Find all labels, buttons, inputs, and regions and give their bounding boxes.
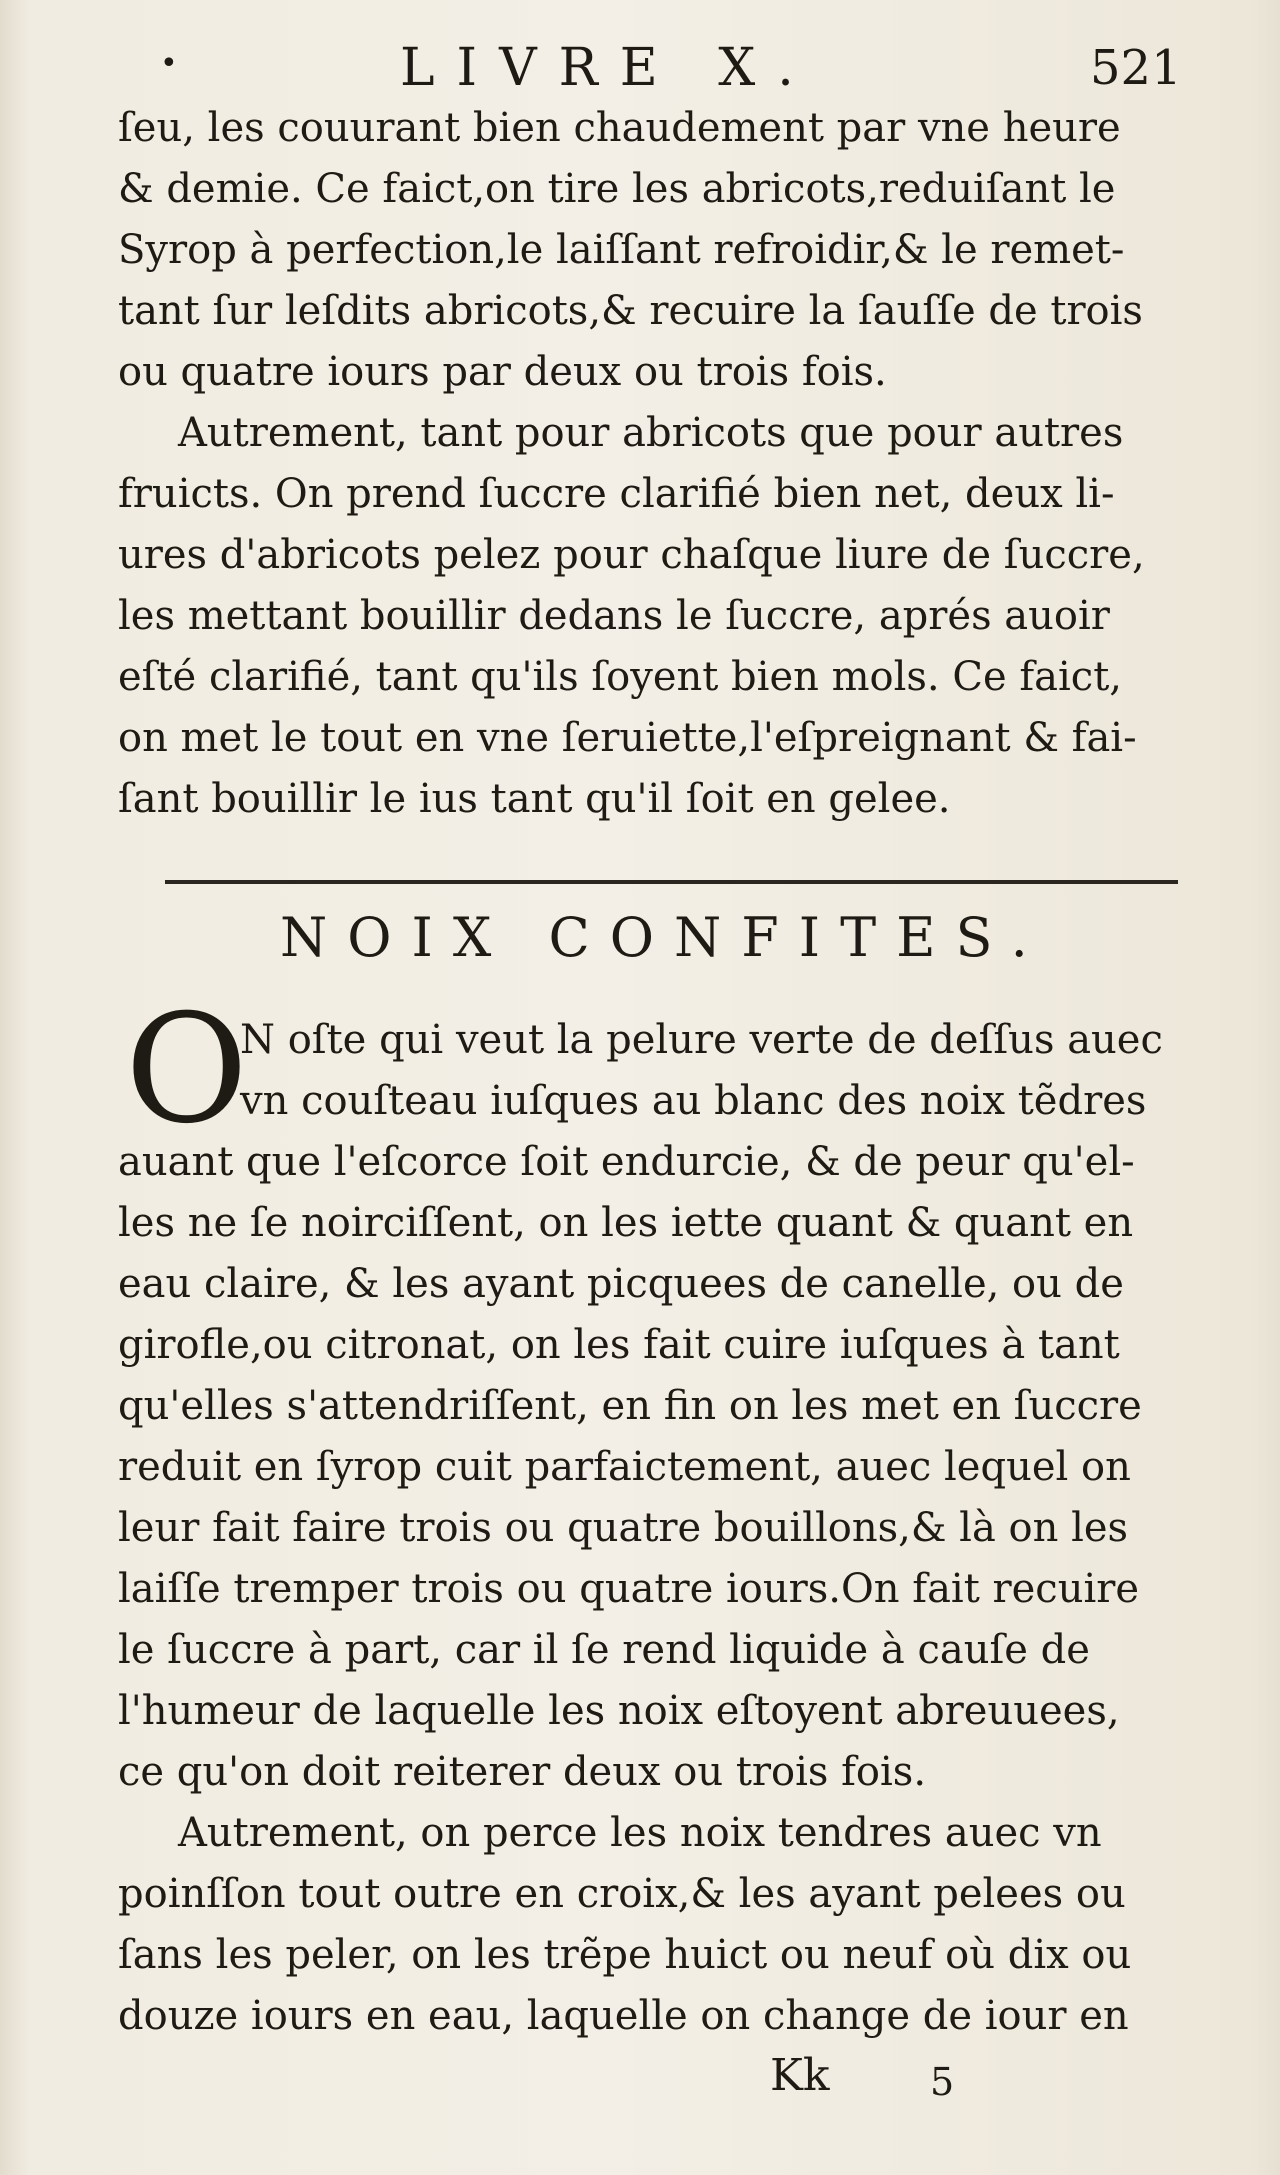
text-line: ures d'abricots pelez pour chaſque liure de ſuccre, bbox=[118, 532, 1145, 578]
text-line: eau claire, & les ayant picquees de canelle, ou de bbox=[118, 1261, 1124, 1307]
text-line: reduit en ſyrop cuit parfaictement, auec lequel on bbox=[118, 1444, 1131, 1490]
text-line: douze iours en eau, laquelle on change de iour en bbox=[118, 1993, 1129, 2039]
text-line: tant ſur leſdits abricots,& recuire la ſauſſe de trois bbox=[118, 288, 1143, 334]
text-line: Autrement, on perce les noix tendres auec vn bbox=[178, 1810, 1102, 1856]
text-line: Autrement, tant pour abricots que pour autres bbox=[178, 410, 1124, 456]
text-line: & demie. Ce faict,on tire les abricots,reduiſant le bbox=[118, 166, 1116, 212]
page-footer bbox=[0, 2050, 1280, 2120]
running-head-title: LIVRE X. bbox=[400, 38, 816, 98]
text-line: les ne ſe noirciſſent, on les iette quant & quant en bbox=[118, 1200, 1134, 1246]
section-title: NOIX CONFITES. bbox=[280, 906, 1048, 969]
text-line: auant que l'eſcorce ſoit endurcie, & de peur qu'el- bbox=[118, 1139, 1135, 1185]
top-paragraphs bbox=[118, 98, 1188, 830]
text-line: qu'elles s'attendriſſent, en fin on les met en ſuccre bbox=[118, 1383, 1142, 1429]
text-line: girofle,ou citronat, on les fait cuire iuſques à tant bbox=[118, 1322, 1120, 1368]
text-line: vn couſteau iuſques au blanc des noix tẽdres bbox=[240, 1078, 1147, 1124]
text-line: l'humeur de laquelle les noix eſtoyent abreuuees, bbox=[118, 1688, 1120, 1734]
text-line: ce qu'on doit reiterer deux ou trois fois. bbox=[118, 1749, 927, 1795]
drop-cap: O bbox=[125, 983, 248, 1157]
text-line: fruicts. On prend ſuccre clarifié bien net, deux li- bbox=[118, 471, 1115, 517]
text-line: leur fait faire trois ou quatre bouillons,& là on les bbox=[118, 1505, 1129, 1551]
text-line: les mettant bouillir dedans le ſuccre, aprés auoir bbox=[118, 593, 1110, 639]
text-line: ſeu, les couurant bien chaudement par vne heure bbox=[118, 105, 1121, 151]
text-line: ou quatre iours par deux ou trois fois. bbox=[118, 349, 887, 395]
text-line: eſté clarifié, tant qu'ils ſoyent bien mols. Ce faict, bbox=[118, 654, 1122, 700]
text-line: N oſte qui veut la pelure verte de deſſus auec bbox=[240, 1017, 1163, 1063]
section-divider bbox=[165, 880, 1178, 884]
text-line: le ſuccre à part, car il ſe rend liquide à cauſe de bbox=[118, 1627, 1090, 1673]
text-line: poinſſon tout outre en croix,& les ayant pelees ou bbox=[118, 1871, 1126, 1917]
running-head-mark: • bbox=[160, 46, 178, 81]
text-line: ſans les peler, on les trẽpe huict ou neuf où dix ou bbox=[118, 1932, 1132, 1978]
body-paragraphs bbox=[118, 1010, 1188, 2047]
text-line: ſant bouillir le ius tant qu'il ſoit en gelee. bbox=[118, 776, 951, 822]
signature-mark: Kk bbox=[770, 2050, 830, 2101]
text-line: Syrop à perfection,le laiſſant refroidir,& le remet- bbox=[118, 227, 1125, 273]
text-line: laiſſe tremper trois ou quatre iours.On fait recuire bbox=[118, 1566, 1140, 1612]
signature-number: 5 bbox=[930, 2060, 955, 2104]
text-line: on met le tout en vne ſeruiette,l'eſpreignant & fai- bbox=[118, 715, 1137, 761]
running-head bbox=[0, 30, 1280, 100]
page-number: 521 bbox=[1090, 40, 1182, 96]
